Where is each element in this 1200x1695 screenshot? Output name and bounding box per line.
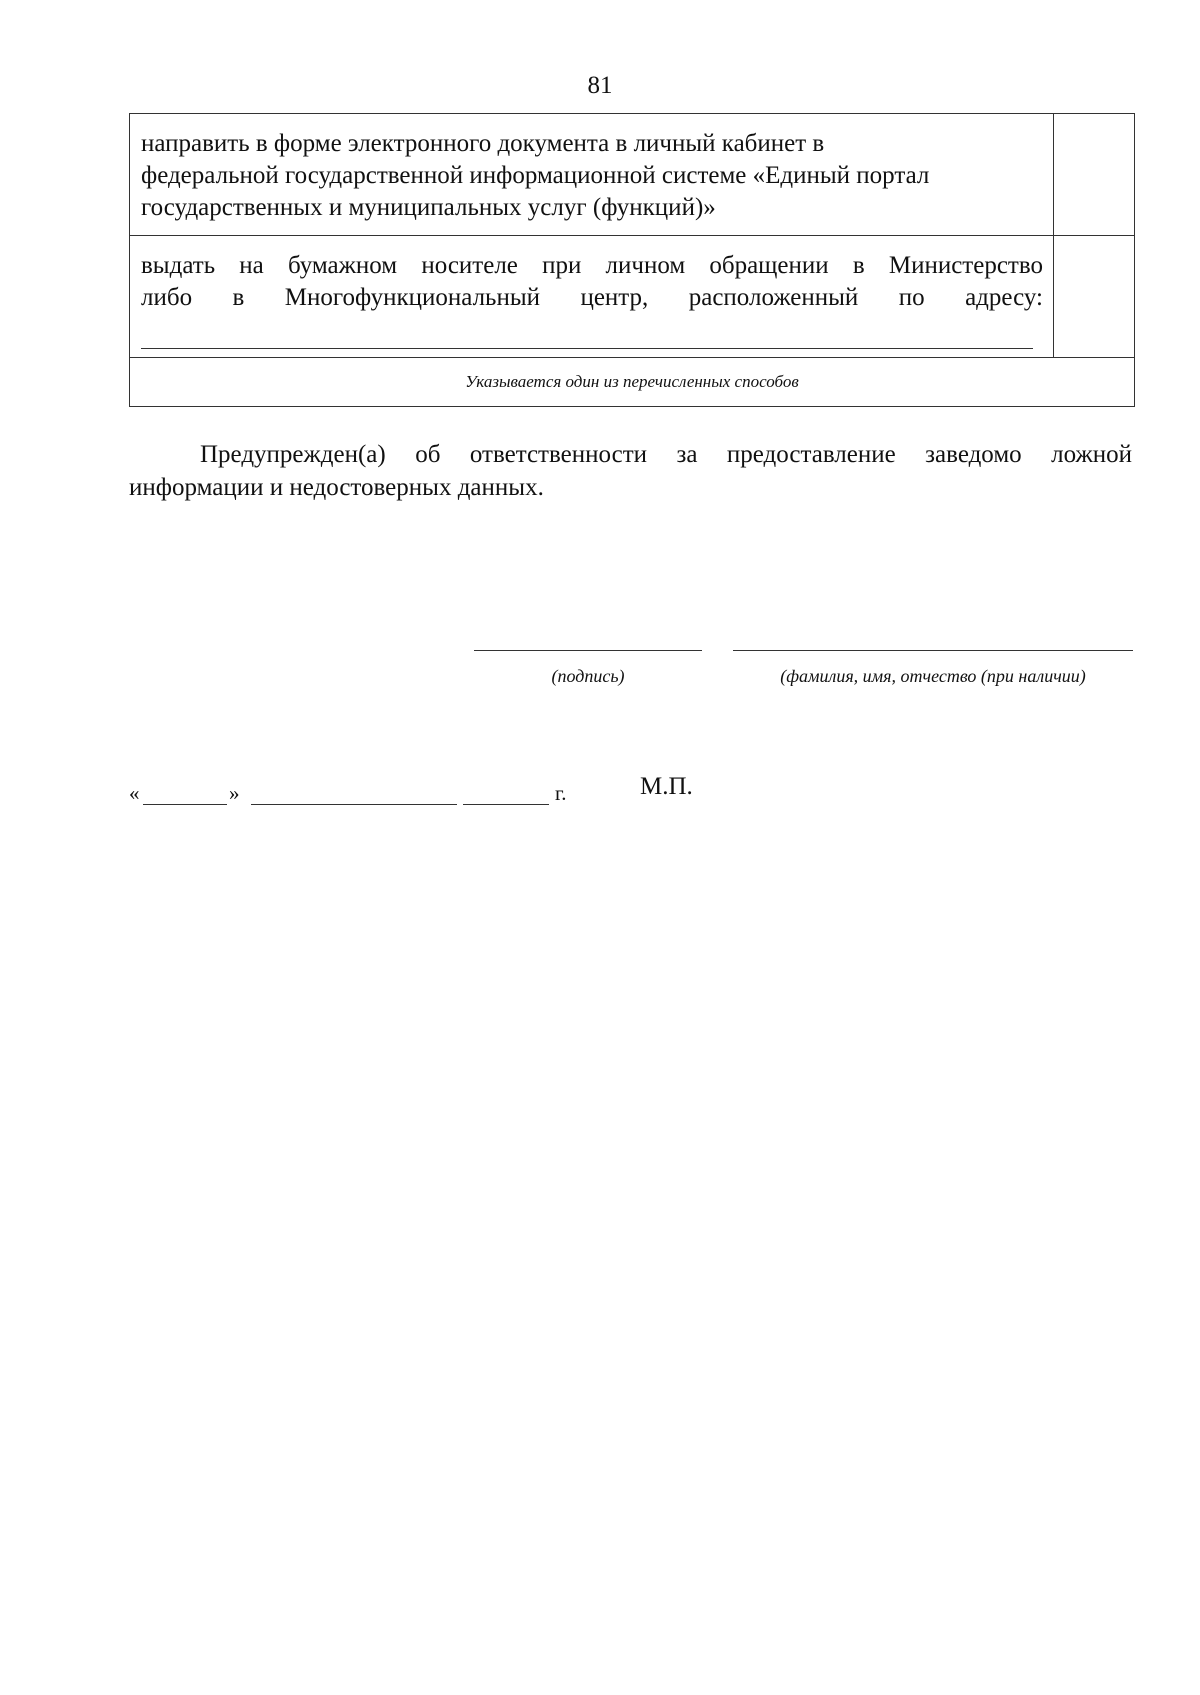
full-name-line[interactable] — [733, 650, 1133, 651]
year-suffix: г. — [555, 781, 567, 805]
signature-block — [0, 650, 1200, 690]
delivery-option-line: направить в форме электронного документа в личный кабинет в — [141, 130, 825, 157]
page-number: 81 — [587, 72, 613, 99]
delivery-option-row — [130, 114, 1135, 236]
date-close-quote: » — [229, 781, 240, 805]
delivery-option-electronic — [130, 114, 1053, 234]
delivery-option-paper — [130, 236, 1053, 324]
signature-caption: (подпись) — [551, 666, 625, 686]
delivery-option-text-cell — [130, 236, 1054, 358]
delivery-option-row — [130, 236, 1135, 358]
liability-warning: Предупрежден(а) об ответственности за предоставление заведомо ложной информации и недостоверных данных. — [129, 441, 1132, 501]
delivery-option-checkbox[interactable] — [1054, 236, 1135, 358]
delivery-option-line: выдать на бумажном носителе при личном обращении в Министерство — [141, 252, 1043, 279]
table-note: Указывается один из перечисленных способов — [130, 358, 1135, 407]
date-open-quote: « — [129, 781, 140, 805]
day-input-line[interactable] — [143, 804, 227, 805]
stamp-label: М.П. — [640, 773, 693, 800]
signature-line[interactable] — [474, 650, 702, 651]
delivery-option-line: федеральной государственной информационной системе «Единый портал — [141, 162, 930, 189]
month-input-line[interactable] — [251, 804, 457, 805]
full-name-caption: (фамилия, имя, отчество (при наличии) — [780, 666, 1086, 686]
table-note-row — [130, 358, 1135, 407]
delivery-options-table — [129, 113, 1135, 407]
delivery-option-text-cell — [130, 114, 1054, 236]
delivery-option-checkbox[interactable] — [1054, 114, 1135, 236]
address-input-line[interactable] — [141, 324, 1033, 349]
date-block — [129, 773, 829, 813]
year-input-line[interactable] — [463, 804, 549, 805]
delivery-option-line: государственных и муниципальных услуг (функций)» — [141, 194, 716, 221]
delivery-option-line: либо в Многофункциональный центр, расположенный по адресу: — [141, 284, 1043, 311]
